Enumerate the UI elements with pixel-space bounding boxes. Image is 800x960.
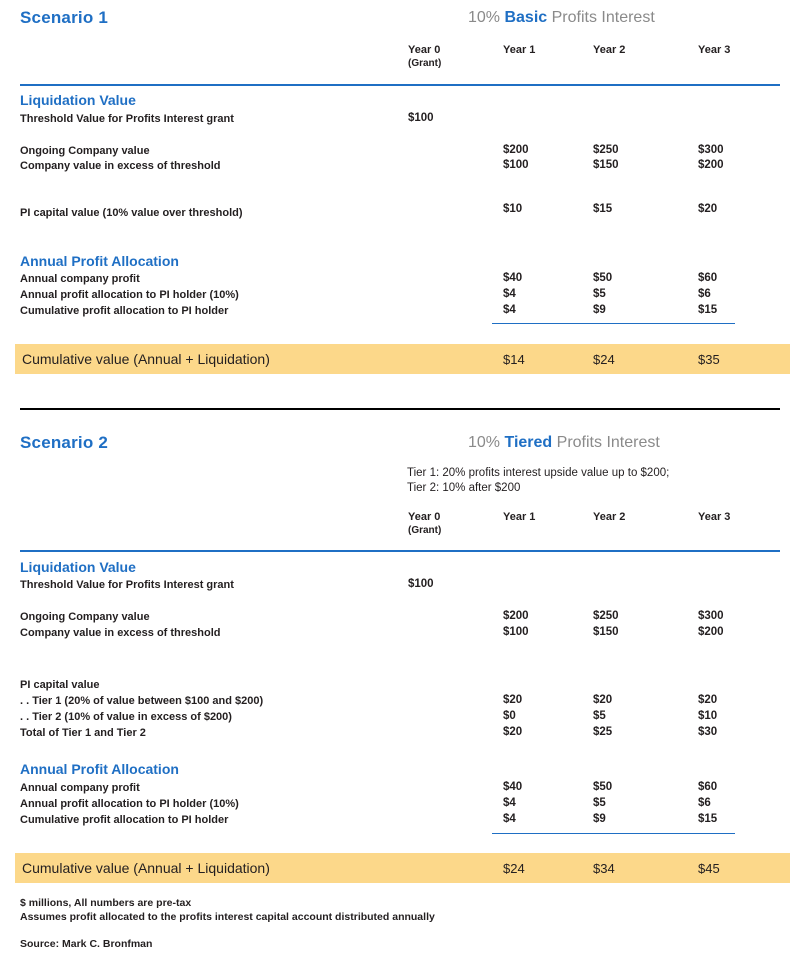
table-cell: $200 <box>503 144 529 156</box>
table-cell: $20 <box>698 203 718 215</box>
table-cell: $4 <box>503 304 516 316</box>
table-cell: $150 <box>593 159 619 171</box>
scenario-1-liquidation-heading: Liquidation Value <box>20 92 136 108</box>
table-cell: $5 <box>593 797 606 809</box>
table-cell: $40 <box>503 781 523 793</box>
col-sub: (Grant) <box>408 525 442 536</box>
table-cell: $20 <box>503 726 523 738</box>
table-cell: $50 <box>593 272 613 284</box>
table-cell: $9 <box>593 304 606 316</box>
table-cell: $6 <box>698 797 711 809</box>
table-cell: $5 <box>593 710 606 722</box>
scenario-2-pi-prefix: 10% <box>468 434 505 451</box>
table-row-label: Ongoing Company value <box>20 611 150 623</box>
scenario-1-col-year1 <box>503 44 593 57</box>
scenario-2-pi-highlight: Tiered <box>504 434 553 451</box>
scenario-2-col-year0 <box>408 511 498 537</box>
table-cell: $4 <box>503 288 516 300</box>
table-cell: $20 <box>698 694 718 706</box>
table-row-label: Total of Tier 1 and Tier 2 <box>20 727 146 739</box>
scenario-1-col-year2 <box>593 44 683 57</box>
scenario-1-pi-prefix: 10% <box>468 9 505 26</box>
col-label: Year 1 <box>503 44 536 56</box>
scenario-2-pi-title <box>468 434 798 452</box>
scenario-1-header-rule <box>20 84 780 86</box>
table-cell: $9 <box>593 813 606 825</box>
table-row-label: Annual profit allocation to PI holder (10%) <box>20 798 239 810</box>
table-cell: $4 <box>503 797 516 809</box>
tier-note-line-2: Tier 2: 10% after $200 <box>407 482 521 494</box>
scenario-1-pi-title <box>468 9 798 27</box>
scenario-2-total-y1: $24 <box>503 861 525 876</box>
scenario-2-total-y3: $45 <box>698 861 720 876</box>
scenario-2-subtotal-rule <box>492 833 735 834</box>
scenario-2-col-year2 <box>593 511 683 524</box>
table-cell: $6 <box>698 288 711 300</box>
table-row-label: PI capital value (10% value over threshold) <box>20 207 243 219</box>
col-sub: (Grant) <box>408 58 442 69</box>
scenario-2-col-year1 <box>503 511 593 524</box>
table-cell: $150 <box>593 626 619 638</box>
table-cell: $300 <box>698 144 724 156</box>
table-cell: $200 <box>698 626 724 638</box>
table-cell: $100 <box>408 112 434 124</box>
table-cell: $100 <box>503 159 529 171</box>
col-label: Year 3 <box>698 511 731 523</box>
col-label: Year 0 <box>408 511 441 523</box>
table-cell: $250 <box>593 610 619 622</box>
table-row-label: . . Tier 2 (10% of value in excess of $200) <box>20 711 232 723</box>
table-cell: $15 <box>593 203 613 215</box>
table-row-label: Annual company profit <box>20 782 140 794</box>
scenario-2-col-year3 <box>698 511 788 524</box>
footnote-line-1: $ millions, All numbers are pre-tax <box>20 897 192 909</box>
scenario-2-title: Scenario 2 <box>20 433 108 452</box>
scenario-2-header-rule <box>20 550 780 552</box>
table-cell: $50 <box>593 781 613 793</box>
scenario-1-pi-suffix: Profits Interest <box>547 9 655 26</box>
table-row-label: Company value in excess of threshold <box>20 627 221 639</box>
scenario-2-total-y2: $34 <box>593 861 615 876</box>
tier-note-line-1: Tier 1: 20% profits interest upside value up to $200; <box>407 467 670 479</box>
table-row-label: Annual company profit <box>20 273 140 285</box>
table-cell: $250 <box>593 144 619 156</box>
scenario-1-total-y3: $35 <box>698 352 720 367</box>
table-cell: $15 <box>698 304 718 316</box>
scenario-1-subtotal-rule <box>492 323 735 324</box>
scenario-1-total-y2: $24 <box>593 352 615 367</box>
col-label: Year 2 <box>593 511 626 523</box>
table-cell: $10 <box>503 203 523 215</box>
table-cell: $4 <box>503 813 516 825</box>
table-row-label: Ongoing Company value <box>20 145 150 157</box>
table-row-label: Company value in excess of threshold <box>20 160 221 172</box>
col-label: Year 1 <box>503 511 536 523</box>
table-cell: $15 <box>698 813 718 825</box>
table-cell: $5 <box>593 288 606 300</box>
table-cell: $0 <box>503 710 516 722</box>
col-label: Year 2 <box>593 44 626 56</box>
table-cell: $300 <box>698 610 724 622</box>
table-row-label: Threshold Value for Profits Interest grant <box>20 579 234 591</box>
table-row-label: Annual profit allocation to PI holder (10%) <box>20 289 239 301</box>
table-cell: $60 <box>698 272 718 284</box>
tier-note <box>407 466 797 496</box>
scenario-1-total-label: Cumulative value (Annual + Liquidation) <box>22 351 270 367</box>
scenario-2-total-label: Cumulative value (Annual + Liquidation) <box>22 860 270 876</box>
table-cell: $40 <box>503 272 523 284</box>
table-row-label: Cumulative profit allocation to PI holder <box>20 305 229 317</box>
table-cell: $100 <box>503 626 529 638</box>
footnotes <box>20 896 760 924</box>
source-line: Source: Mark C. Bronfman <box>20 938 153 950</box>
scenario-1-title: Scenario 1 <box>20 8 108 27</box>
table-row-label: . . Tier 1 (20% of value between $100 and $200) <box>20 695 264 707</box>
scenario-1-col-year3 <box>698 44 788 57</box>
table-cell: $20 <box>593 694 613 706</box>
scenario-1-pi-highlight: Basic <box>504 9 548 26</box>
table-cell: $10 <box>698 710 718 722</box>
col-label: Year 3 <box>698 44 731 56</box>
pi-capital-heading: PI capital value <box>20 679 100 691</box>
table-cell: $20 <box>503 694 523 706</box>
table-cell: $60 <box>698 781 718 793</box>
scenario-2-pi-suffix: Profits Interest <box>552 434 660 451</box>
table-row-label: Threshold Value for Profits Interest grant <box>20 113 234 125</box>
scenario-1-total-y1: $14 <box>503 352 525 367</box>
table-cell: $200 <box>503 610 529 622</box>
scenario-1-col-year0 <box>408 44 498 70</box>
scenario-2-annual-heading: Annual Profit Allocation <box>20 761 179 777</box>
col-label: Year 0 <box>408 44 441 56</box>
table-row-label: Cumulative profit allocation to PI holder <box>20 814 229 826</box>
table-cell: $25 <box>593 726 613 738</box>
footnote-line-2: Assumes profit allocated to the profits interest capital account distributed annually <box>20 911 435 923</box>
table-cell: $200 <box>698 159 724 171</box>
scenario-2-liquidation-heading: Liquidation Value <box>20 559 136 575</box>
scenario-1-annual-heading: Annual Profit Allocation <box>20 253 179 269</box>
table-cell: $30 <box>698 726 718 738</box>
scenario-divider <box>20 408 780 410</box>
table-cell: $100 <box>408 578 434 590</box>
